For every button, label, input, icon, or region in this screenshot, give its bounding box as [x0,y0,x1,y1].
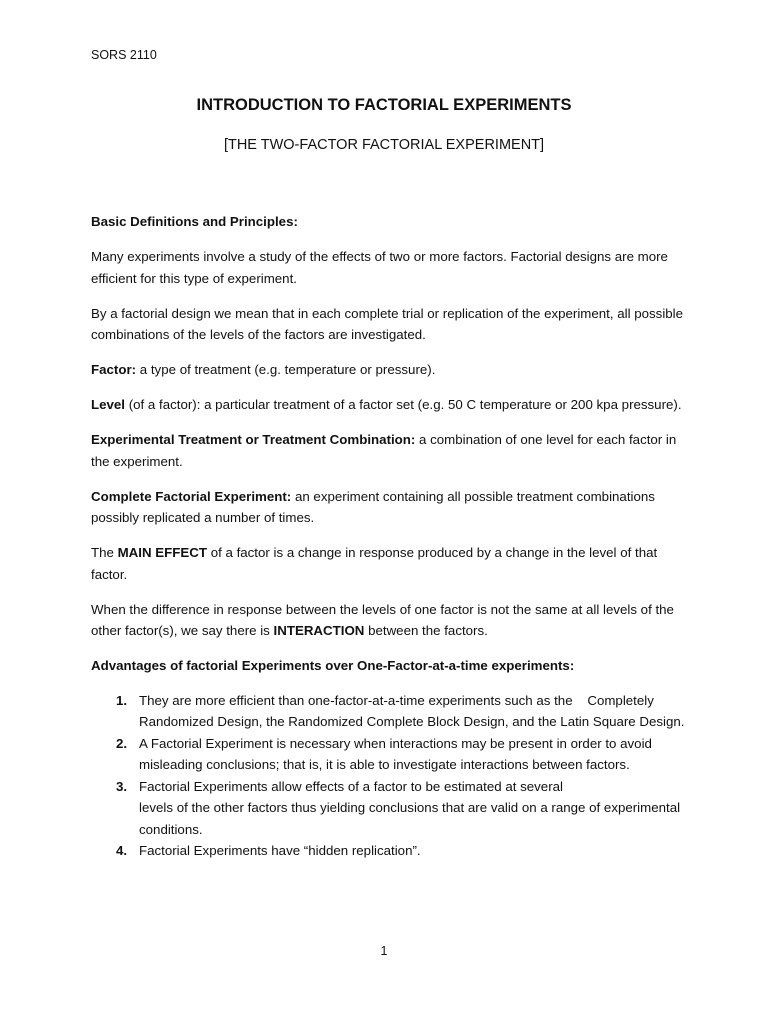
basic-definitions-heading: Basic Definitions and Principles: [91,214,298,229]
treatment-combination-definition [91,429,691,472]
list-item [91,690,691,733]
main-effect-paragraph [91,542,691,585]
advantages-list [91,690,691,862]
interaction-prefix: When the difference in response between the levels of one factor is not the same at all levels of the other factor(s), we say there is [91,601,674,638]
list-item-number: 3. [116,778,128,794]
level-text: (of a factor): a particular treatment of a factor set (e.g. 50 C temperature or 200 kpa pressure). [125,397,682,412]
document-body [91,211,691,862]
factor-term: Factor: [91,362,137,377]
main-effect-prefix: The [91,545,118,560]
factor-text: a type of treatment (e.g. temperature or pressure). [136,362,436,377]
main-effect-term: MAIN EFFECT [117,545,207,560]
page-number: 1 [380,944,388,958]
document-title: INTRODUCTION TO FACTORIAL EXPERIMENTS [196,96,572,114]
document-subtitle: [THE TWO-FACTOR FACTORIAL EXPERIMENT] [223,137,545,153]
main-effect-suffix: of a factor is a change in response produced by a change in the level of that factor. [91,545,658,582]
list-item-text-line1: Factorial Experiments allow effects of a factor to be estimated at several [139,778,563,794]
list-item-text: They are more efficient than one-factor-at-a-time experiments such as the Completely Randomized Design, the Randomized Complete Block Design, and the Latin Square Design. [139,692,685,729]
list-item-number: 1. [116,692,128,708]
interaction-suffix: between the factors. [364,623,488,638]
complete-factorial-term: Complete Factorial Experiment: [91,488,292,504]
complete-factorial-text: an experiment containing all possible treatment combinations possibly replicated a number of times. [91,488,655,525]
list-item-number: 2. [116,735,128,751]
interaction-paragraph [91,599,691,642]
list-item [91,776,691,841]
list-item [91,733,691,776]
course-code: SORS 2110 [91,48,157,62]
list-item [91,840,691,862]
advantages-heading: Advantages of factorial Experiments over One-Factor-at-a-time experiments: [91,658,575,673]
level-term: Level [91,397,126,412]
complete-factorial-definition [91,486,691,529]
factorial-design-paragraph: By a factorial design we mean that in each complete trial or replication of the experiment, all possible combinations of the levels of the factors are investigated. [91,305,684,342]
list-item-text: Factorial Experiments have “hidden replication”. [139,843,421,858]
treatment-combination-term: Experimental Treatment or Treatment Combination: [91,432,416,447]
intro-paragraph: Many experiments involve a study of the effects of two or more factors. Factorial designs are more efficient for this type of experiment. [91,249,668,286]
interaction-term: INTERACTION [273,623,365,638]
list-item-text-rest: levels of the other factors thus yielding conclusions that are valid on a range of experimental conditions. [139,800,681,837]
level-definition [91,394,691,416]
list-item-number: 4. [116,843,128,858]
factor-definition [91,359,691,381]
treatment-combination-text: a combination of one level for each factor in the experiment. [91,432,677,469]
list-item-text: A Factorial Experiment is necessary when interactions may be present in order to avoid misleading conclusions; that is, it is able to investigate interactions between factors. [139,735,652,772]
